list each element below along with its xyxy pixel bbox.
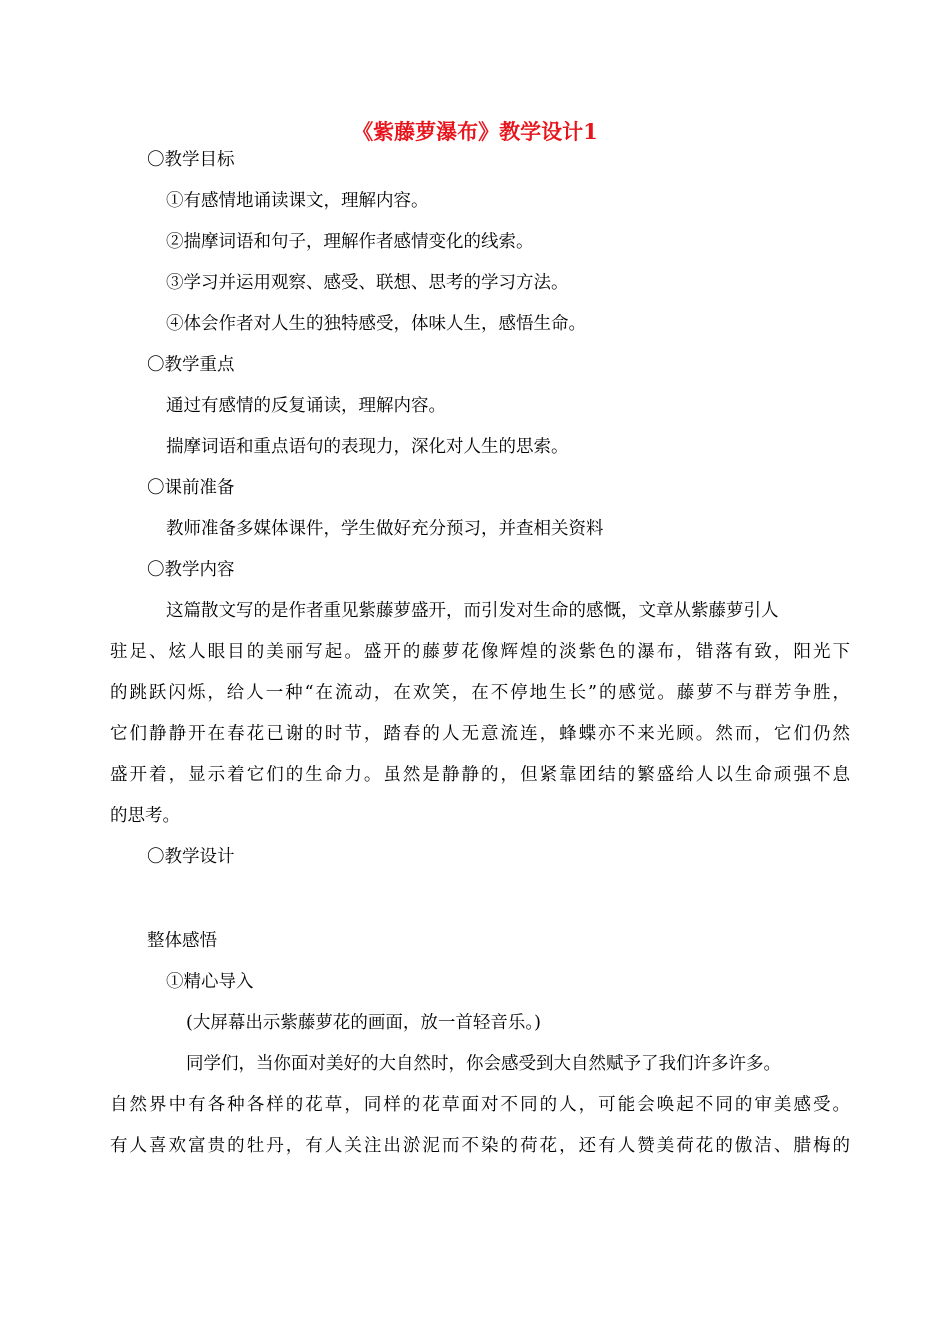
goal-item-1: ①有感情地诵读课文，理解内容。 [166, 191, 429, 211]
section-heading-goals: 〇教学目标 [147, 150, 235, 170]
section-heading-design: 〇教学设计 [147, 847, 235, 867]
content-paragraph-line-1: 这篇散文写的是作者重见紫藤萝盛开，而引发对生命的感慨，文章从紫藤萝引人 [166, 601, 779, 621]
prep-item-1: 教师准备多媒体课件，学生做好充分预习，并查相关资料 [166, 519, 604, 539]
design-paragraph-line-3: 有人喜欢富贵的牡丹，有人关注出淤泥而不染的荷花，还有人赞美荷花的傲洁、腊梅的 [110, 1136, 850, 1156]
key-point-item-2: 揣摩词语和重点语句的表现力，深化对人生的思索。 [166, 437, 569, 457]
section-heading-content: 〇教学内容 [147, 560, 235, 580]
design-paragraph-line-2: 自然界中有各种各样的花草，同样的花草面对不同的人，可能会唤起不同的审美感受。 [110, 1095, 850, 1115]
section-heading-prep: 〇课前准备 [147, 478, 235, 498]
content-paragraph-line-4: 它们静静开在春花已谢的时节，踏春的人无意流连，蜂蝶亦不来光顾。然而，它们仍然 [110, 724, 850, 744]
key-point-item-1: 通过有感情的反复诵读，理解内容。 [166, 396, 446, 416]
design-subheading: 整体感悟 [147, 931, 217, 951]
goal-item-4: ④体会作者对人生的独特感受，体味人生，感悟生命。 [166, 314, 586, 334]
content-paragraph-line-3: 的跳跃闪烁，给人一种“在流动，在欢笑，在不停地生长”的感觉。藤萝不与群芳争胜， [110, 683, 850, 703]
design-note: (大屏幕出示紫藤萝花的画面，放一首轻音乐。) [186, 1013, 541, 1033]
content-paragraph-line-6: 的思考。 [110, 806, 180, 826]
content-paragraph-line-2: 驻足、炫人眼目的美丽写起。盛开的藤萝花像辉煌的淡紫色的瀑布，错落有致，阳光下 [110, 642, 850, 662]
design-step-1: ①精心导入 [166, 972, 254, 992]
goal-item-3: ③学习并运用观察、感受、联想、思考的学习方法。 [166, 273, 569, 293]
section-heading-key-points: 〇教学重点 [147, 355, 235, 375]
content-paragraph-line-5: 盛开着，显示着它们的生命力。虽然是静静的，但紧靠团结的繁盛给人以生命顽强不息 [110, 765, 850, 785]
document-title: 《紫藤萝瀑布》教学设计1 [352, 119, 598, 144]
goal-item-2: ②揣摩词语和句子，理解作者感情变化的线索。 [166, 232, 534, 252]
design-paragraph-line-1: 同学们，当你面对美好的大自然时，你会感受到大自然赋予了我们许多许多。 [186, 1054, 781, 1074]
